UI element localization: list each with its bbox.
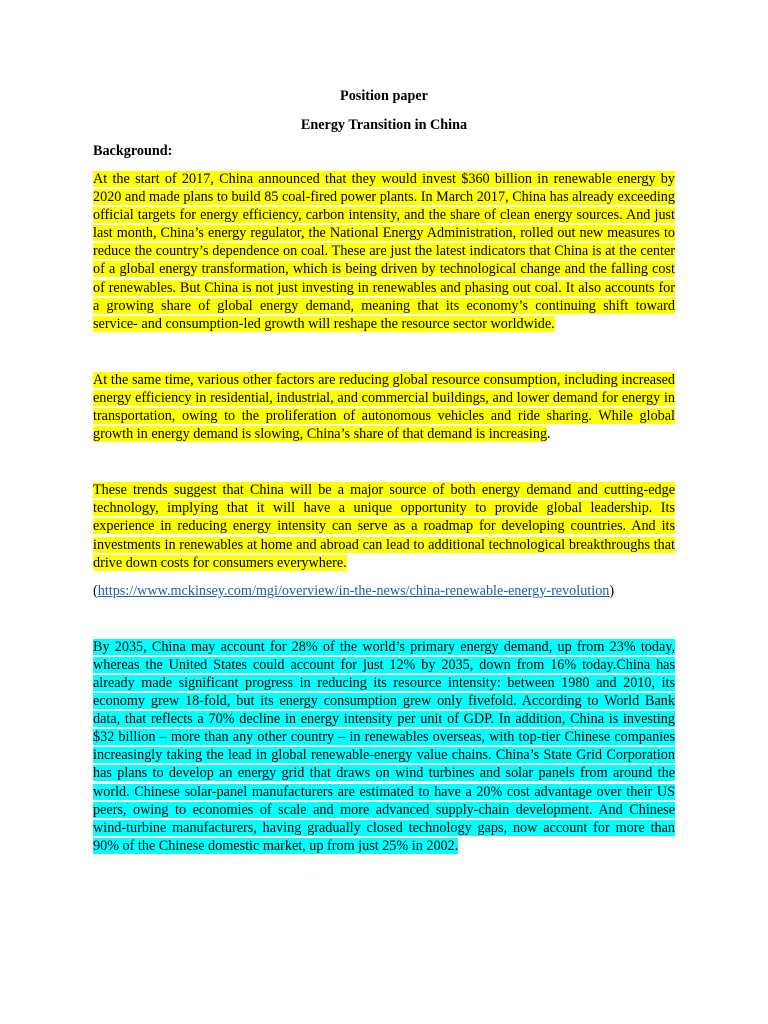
paren-close: ) — [609, 582, 615, 599]
paragraph-2 — [93, 371, 675, 443]
spacer — [93, 572, 675, 582]
document-subtitle: Energy Transition in China — [300, 117, 468, 133]
highlighted-text: By 2035, China may account for 28% of the world’s primary energy demand, up from 23% today, whereas the United States could account for just 12% by 2035, down from 16% today.China has already made significant progress in reducing its resource intensity: between 1980 and 2010, its economy grew 18-fold, but its energy consumption grew only fivefold. According to World Bank data, that reflects a 70% decline in energy intensity per unit of GDP. In addition, China is investing $32 billion – more than any other country – in renewables overseas, with top-tier Chinese companies increasingly taking the lead in global renewable-energy value chains. China’s State Grid Corporation has plans to develop an energy grid that draws on wind turbines and solar panels from around the world. Chinese solar-panel manufacturers are estimated to have a 20% cost advantage over their US peers, owing to economies of scale and more advanced supply-chain development. And Chinese wind-turbine manufacturers, having gradually closed technology gaps, now account for more than 90% of the Chinese domestic market, up from just 25% in 2002. — [93, 638, 675, 854]
document-title: Position paper — [340, 88, 428, 104]
paragraph-4 — [93, 638, 675, 855]
paragraph-3 — [93, 481, 675, 571]
trailing-punctuation: . — [547, 426, 551, 443]
source-link[interactable]: https://www.mckinsey.com/mgi/overview/in-the-news/china-renewable-energy-revolution — [97, 582, 610, 599]
highlighted-text: At the start of 2017, China announced that they would invest $360 billion in renewable energy by 2020 and made plans to build 85 coal-fired power plants. In March 2017, China has already exceeding official targets for energy efficiency, carbon intensity, and the share of clean energy sources. And just last month, China’s energy regulator, the National Energy Administration, rolled out new measures to reduce the country’s dependence on coal. These are just the latest indicators that China is at the center of a global energy transformation, which is being driven by technological change and the falling cost of renewables. But China is not just investing in renewables and phasing out coal. It also accounts for a growing share of global energy demand, meaning that its economy’s continuing shift toward service- and consumption-led growth will reshape the resource sector worldwide. — [93, 171, 675, 332]
spacer — [93, 600, 675, 638]
source-citation — [93, 582, 675, 600]
highlighted-text: At the same time, various other factors are reducing global resource consumption, including increased energy efficiency in residential, industrial, and commercial buildings, and lower demand for energy in transportation, owing to the proliferation of autonomous vehicles and ride sharing. While global growth in energy demand is slowing, China’s share of that demand is increasing — [93, 371, 675, 443]
paren-open: ( — [93, 582, 98, 599]
section-heading: Background: — [93, 143, 173, 159]
spacer — [93, 333, 675, 371]
document-page — [93, 87, 675, 855]
spacer — [93, 443, 675, 481]
paragraph-1 — [93, 170, 675, 333]
highlighted-text: These trends suggest that China will be a major source of both energy demand and cutting-edge technology, implying that it will have a unique opportunity to provide global leadership. Its experience in reducing energy intensity can serve as a roadmap for developing countries. And its investments in renewables at home and abroad can lead to additional technological breakthroughs that drive down costs for consumers everywhere. — [93, 482, 675, 571]
